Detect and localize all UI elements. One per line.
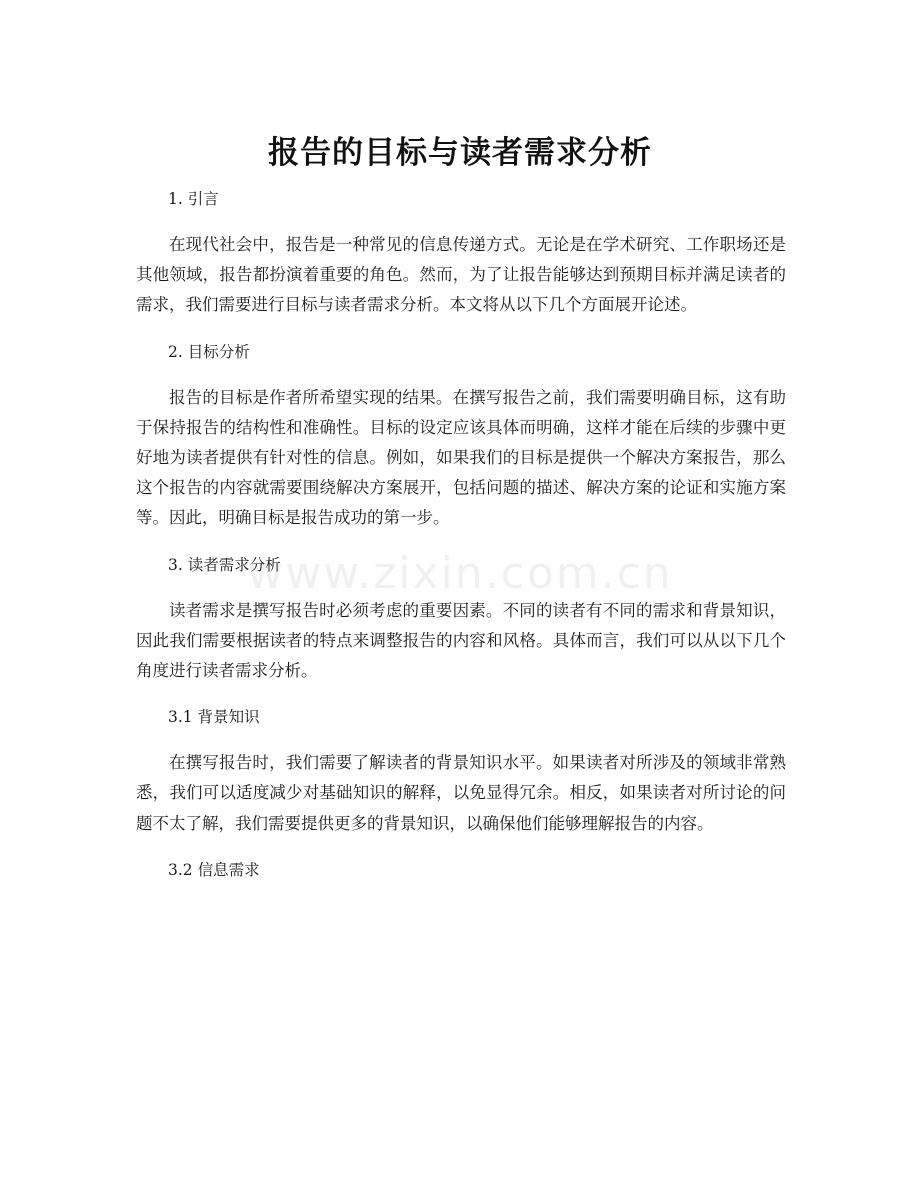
watermark: www.zixin.com.cn: [247, 548, 673, 599]
section-paragraph-reader-needs: 读者需求是撰写报告时必须考虑的重要因素。不同的读者有不同的需求和背景知识，因此我们需要根据读者的特点来调整报告的内容和风格。具体而言，我们可以从以下几个角度进行读者需求分析。: [136, 600, 786, 681]
section-paragraph-background-knowledge: 在撰写报告时，我们需要了解读者的背景知识水平。如果读者对所涉及的领域非常熟悉，我们可以适度减少对基础知识的解释，以免显得冗余。相反，如果读者对所讨论的问题不太了解，我们需要提供更多的背景知识，以确保他们能够理解报告的内容。: [136, 753, 786, 833]
section-heading-goal-analysis: 2. 目标分析: [168, 342, 250, 361]
document-body: [136, 184, 786, 885]
section-heading-information-needs: 3.2 信息需求: [168, 860, 260, 879]
section-paragraph-intro: 在现代社会中，报告是一种常见的信息传递方式。无论是在学术研究、工作职场还是其他领域，报告都扮演着重要的角色。然而，为了让报告能够达到预期目标并满足读者的需求，我们需要进行目标与读者需求分析。本文将从以下几个方面展开论述。: [136, 235, 786, 315]
section-heading-reader-needs: 3. 读者需求分析: [168, 555, 281, 574]
section-paragraph-goal-analysis: 报告的目标是作者所希望实现的结果。在撰写报告之前，我们需要明确目标，这有助于保持报告的结构性和准确性。目标的设定应该具体而明确，这样才能在后续的步骤中更好地为读者提供有针对性的信息。例如，如果我们的目标是提供一个解决方案报告，那么这个报告的内容就需要围绕解决方案展开，包括问题的描述、解决方案的论证和实施方案等。因此，明确目标是报告成功的第一步。: [136, 387, 786, 528]
section-heading-background-knowledge: 3.1 背景知识: [168, 708, 260, 727]
section-heading-intro: 1. 引言: [168, 190, 219, 208]
document-title: 报告的目标与读者需求分析: [268, 134, 652, 171]
